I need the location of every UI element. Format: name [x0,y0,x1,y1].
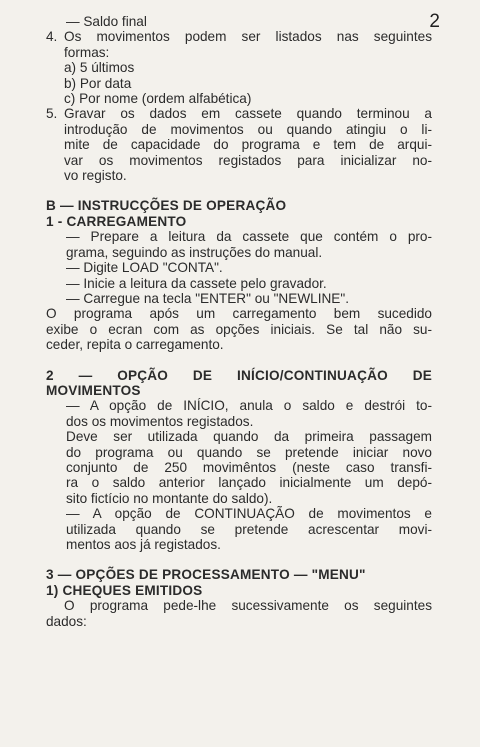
section-2-paragraph-a-line-2: dos os movimentos registados. [66,413,254,429]
section-3-heading: 3 — OPÇÕES DE PROCESSAMENTO — "MENU" [46,567,366,583]
section-b-paragraph-line-2: exibe o ecran com as opções iniciais. Se tal não su- [46,321,432,337]
step-1-line-1: — Prepare a leitura da cassete que contém o pro- [66,229,432,245]
step-4: — Carregue na tecla "ENTER" ou "NEWLINE". [66,290,349,306]
section-2-paragraph-c-line-2: utilizada quando se pretende acrescentar movi- [66,521,432,537]
list-item-5-number: 5. [46,106,58,122]
section-2-paragraph-c-line-3: mentos aos já registados. [66,537,221,552]
section-3-paragraph-line-1: O programa pede-lhe sucessivamente os seguintes [64,598,432,614]
list-item-4-number: 4. [46,29,58,45]
section-b [46,198,432,352]
option-a: a) 5 últimos [64,60,135,76]
step-2: — Digite LOAD "CONTA". [66,260,223,276]
list-item-4-line-2: formas: [64,44,110,60]
step-1-line-2: grama, seguindo as instruções do manual. [66,244,323,260]
section-2-heading-line-2: MOVIMENTOS [46,382,141,398]
saldo-final-line: — Saldo final [66,14,147,29]
section-2-paragraph-b-line-4: ra o saldo anterior lançado inicialmente um depó- [66,475,432,491]
section-2 [46,368,432,553]
section-2-paragraph-b-line-5: sito fictício no montante do saldo). [66,490,273,506]
section-b-subheading: 1 - CARREGAMENTO [46,213,187,229]
section-b-paragraph-line-3: ceder, repita o carregamento. [46,337,224,353]
section-3-subheading: 1) CHEQUES EMITIDOS [46,582,203,598]
list-item-5-line-2: introdução de movimentos ou quando atingiu o li- [64,121,432,137]
section-b-paragraph-line-1: O programa após um carregamento bem sucedido [46,306,432,322]
list-item-5-line-4: var os movimentos registados para inicializar no- [64,152,432,168]
section-2-paragraph-b-line-2: do programa ou quando se pretende iniciar novo [66,444,432,460]
section-2-heading-line-1: 2 — OPÇÃO DE INÍCIO/CONTINUAÇÃO DE [46,367,432,383]
step-3: — Inicie a leitura da cassete pelo gravador. [66,275,327,291]
document-page [46,14,432,629]
list-item-5-line-3: mite de capacidade do programa e tem de arqui- [64,137,432,153]
section-b-heading: B — INSTRUCÇÕES DE OPERAÇÃO [46,198,287,214]
list-item-5-line-1: Gravar os dados em cassete quando terminou a [64,106,432,122]
list-item-5 [46,106,432,183]
list-item-4 [46,29,432,106]
list-item-5-line-5: vo registo. [64,168,127,184]
section-2-paragraph-a-line-1: — A opção de INÍCIO, anula o saldo e destrói to- [66,398,432,414]
option-b: b) Por data [64,75,132,91]
section-2-paragraph-c-line-1: — A opção de CONTINUAÇÃO de movimentos e [66,506,432,522]
list-item-4-line-1: Os movimentos podem ser listados nas seguintes [64,29,432,45]
section-2-paragraph-b-line-1: Deve ser utilizada quando da primeira passagem [66,429,432,445]
page-number: 2 [429,11,440,32]
section-3 [46,567,432,629]
section-3-paragraph-line-2: dados: [46,613,87,629]
section-2-paragraph-b-line-3: conjunto de 250 movimêntos (neste caso transfi- [66,459,432,475]
option-c: c) Por nome (ordem alfabética) [64,91,252,107]
